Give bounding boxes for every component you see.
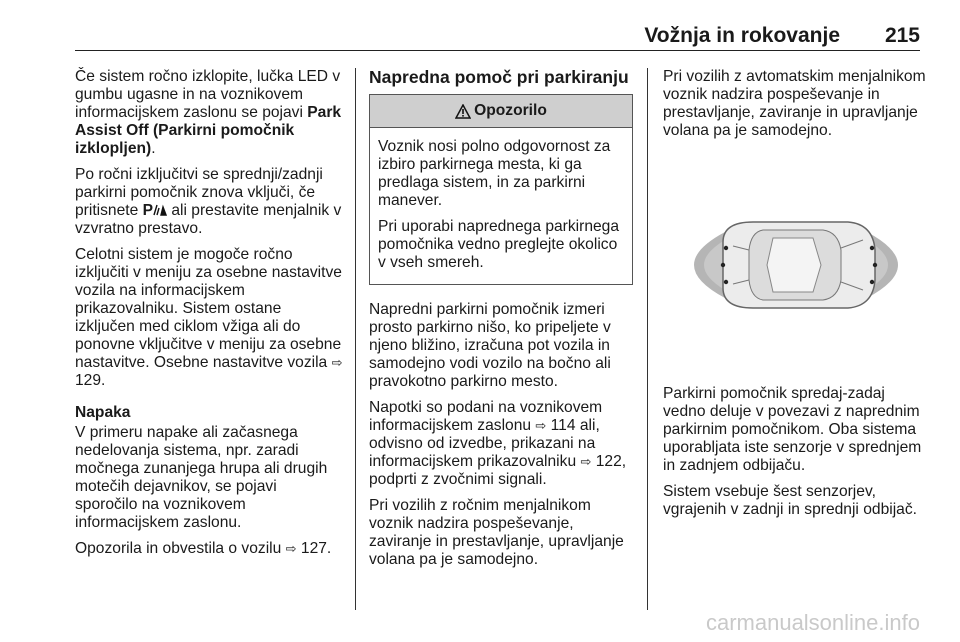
paragraph-automatic-transmission: Pri vozilih z avtomatskim menjalnikom voznik nadzira pospeševanje in prestavljanje, zaviranje in upravljanje volana pa je samodejno. <box>663 68 926 139</box>
page-number: 215 <box>884 24 920 47</box>
paragraph-fault: V primeru napake ali začasnega nedelovanja sistema, npr. zaradi močnega zunanjega hrupa ali drugih motečih dejavnikov, se pojavi sporočilo na voznikovem informacijskem zaslonu. <box>75 424 328 531</box>
page-ref-icon: ⇨ <box>535 418 547 433</box>
warning-label: Opozorilo <box>474 102 547 119</box>
fault-heading: Napaka <box>75 404 131 421</box>
car-top-view <box>723 222 875 308</box>
park-assist-off-message: Park Assist Off (Parkirni pomočnik izklopljen) <box>75 104 342 157</box>
page-ref-link[interactable]: 114 ali, odvisno od izvedbe, prikazani na informacijskem prikazovalniku <box>369 417 600 470</box>
page-ref-link[interactable]: 127. <box>300 540 332 557</box>
page-ref-icon: ⇨ <box>285 541 297 556</box>
paragraph-advanced-intro: Napredni parkirni pomočnik izmeri prosto parkirno nišo, ko pripeljete v njeno bližino, izračuna pot vozila in samodejno vodi vozilo na bočno ali pravokotno parkirno mesto. <box>369 301 611 390</box>
column-divider <box>355 68 356 610</box>
paragraph-full-disable: Celotni sistem je mogoče ročno izključiti v meniju za osebne nastavitve vozila na informacijskem prikazovalniku. Sistem ostane izključen med ciklom vžiga ali do ponovne vključitve v meniju za osebne nastavitve. Osebne nastavitve vozila ⇨ 129. <box>75 246 343 389</box>
car-sensor-illustration <box>663 160 929 370</box>
column-middle <box>369 68 633 577</box>
page-ref-link[interactable]: 129. <box>75 372 106 389</box>
paragraph-warnings-ref: Opozorila in obvestila o vozilu ⇨ 127. <box>75 540 332 557</box>
column-left <box>75 68 343 566</box>
paragraph-sensors: Sistem vsebuje šest senzorjev, vgrajenih v zadnji in sprednji odbijač. <box>663 483 917 518</box>
column-right <box>663 68 929 527</box>
paragraph-front-rear-assist: Parkirni pomočnik spredaj-zadaj vedno deluje v povezavi z naprednim parkirnim pomočnikom. Oba sistema uporabljata iste senzorje v sprednjem in zadnjem odbijaču. <box>663 385 922 474</box>
warning-text-2: Pri uporabi naprednega parkirnega pomočnika vedno preglejte okolico v vseh smereh. <box>378 218 620 271</box>
paragraph-guidance: Napotki so podani na voznikovem informacijskem zaslonu ⇨ 114 ali, odvisno od izvedbe, prikazani na informacijskem prikazovalniku ⇨ 122, podprti z zvočnimi signali. <box>369 399 627 488</box>
park-assist-button-icon: P <box>143 202 167 219</box>
warning-box <box>369 94 633 285</box>
paragraph-manual-off: Če sistem ročno izklopite, lučka LED v gumbu ugasne in na voznikovem informacijskem zaslonu se pojavi Park Assist Off (Parkirni pomočnik izklopljen). <box>75 68 342 157</box>
paragraph-reactivate: Po ročni izključitvi se sprednji/zadnji parkirni pomočnik znova vključi, če pritisnete P ali prestavite menjalnik v vzvratno prestavo. <box>75 166 342 237</box>
page-ref-icon: ⇨ <box>331 355 343 370</box>
section-title: Napredna pomoč pri parkiranju <box>369 67 629 87</box>
warning-text-1: Voznik nosi polno odgovornost za izbiro parkirnega mesta, ki ga predlaga sistem, in za parkirni manever. <box>378 138 611 209</box>
warning-header <box>370 95 632 128</box>
warning-body <box>370 128 632 284</box>
page-header <box>75 24 920 51</box>
watermark: carmanualsonline.info <box>705 610 920 635</box>
page-ref-link[interactable]: 122, podprti z zvočnimi signali. <box>369 453 627 488</box>
paragraph-manual-transmission: Pri vozilih z ročnim menjalnikom voznik nadzira pospeševanje, zaviranje in prestavljanje, upravljanje volana pa je samodejno. <box>369 497 624 568</box>
column-divider <box>647 68 648 610</box>
chapter-title: Vožnja in rokovanje <box>644 24 840 47</box>
warning-triangle-icon <box>455 104 471 119</box>
page-ref-icon: ⇨ <box>580 454 592 469</box>
